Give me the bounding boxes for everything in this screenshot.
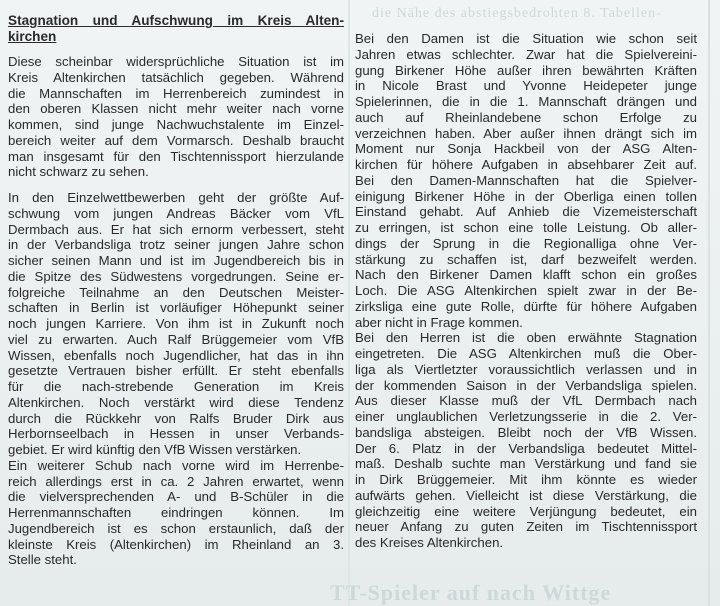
text-line: einigung Birkener Höhe in der Oberliga einen tollen [355,188,697,204]
text-line: in Nicole Brast und Yvonne Heidepeter junge [355,78,697,94]
text-line: kleinste Kreis (Altenkirchen) im Rheinland an 3. [8,536,344,552]
text-line: Einstand gehabt. Auf Anhieb die Vizemeisterschaft [355,204,697,220]
text-line: durch die Rückkehr von Ralfs Bruder Dirk aus [8,410,344,426]
text-line: gebiet. Er wird künftig den VfB Wissen verstärken. [8,442,302,457]
text-line: einer unglaublichen Verletzungsserie in die 2. Ver- [355,409,697,424]
column-gutter [348,0,350,606]
text-line: nicht schwarz zu sehen. [8,164,149,180]
left-column [8,13,344,568]
text-line: maß. Deshalb suchte man Verstärkung und fand sie [355,456,697,472]
text-line: sicher seinen Mann und ist im Jugendbereich bis in [8,253,344,268]
text-line: Herbornseelbach in Hessen in unser Verbands- [8,426,344,442]
text-line: liga als Viertletzter voraussichtlich verlassen und in [355,361,697,377]
text-line: Aus dieser Klasse muß der VfL Dermbach nach [355,393,697,409]
text-line: in Dirk Brüggemeier. Mit ihm könnte es wieder [355,472,697,487]
text-line: Der 6. Platz in der Verbandsliga bedeutet Mittel- [355,440,697,456]
text-line: Jahren etwas schlechter. Zwar hat die Spielvereini- [355,46,697,62]
text-line: Altenkirchen. Noch verstärkt wird diese Tendenz [8,394,344,410]
text-line: verzeichnen haben. Aber außer ihnen drängt sich im [355,125,697,141]
text-line: Moment nur Sonja Hackbeil von der ASG Alten- [355,141,697,157]
text-line: bandsliga absteigen. Bleibt noch der VfB Wissen. [355,424,697,440]
text-line: viel zu erwarten. Auch Ralf Brüggemeier vom VfB [8,331,344,347]
showthrough-text-top: die Nähe des abstiegsbedrohten 8. Tabellen- [372,6,662,21]
text-line: für die nach-strebende Generation im Kreis [8,379,344,394]
text-line: Ein weiterer Schub nach vorne wird im Herrenbe- [8,457,344,473]
text-line: neuer Anfang zu guten Zeiten im Tischtennissport [355,519,697,535]
paragraph [355,31,697,330]
text-line: Wissen, ebenfalls noch Jugendlicher, hat das in ihn [8,347,344,363]
text-line: Diese scheinbar widersprüchliche Situation ist im [8,54,344,69]
text-line: des Kreises Altenkirchen. [355,535,504,550]
text-line: reich allerdings erst in ca. 2 Jahren erwartet, wenn [8,473,344,489]
text-line: kirchen für höhere Aufgaben in absehbarer Zeit auf. [355,157,697,172]
text-line: in der Verbandsliga trotz seiner jungen Jahre schon [8,237,344,253]
text-line: Nach den Birkener Damen klafft schon ein großes [355,267,697,283]
text-line: schwung vom jungen Andreas Bäcker vom VfL [8,205,344,221]
paragraph [8,458,344,568]
text-line: Bei den Herren ist die oben erwähnte Stagnation [355,330,697,346]
text-line: dings der Sprung in die Regionalliga ohne Ver- [355,235,697,251]
text-line: der kommenden Saison in der Verbandsliga spielen. [355,377,697,393]
text-line: Herrenmannschaften eindringen können. Im [8,505,344,520]
text-line: schaften in Berlin ist vorläufiger Höhepunkt seiner [8,300,344,316]
headline-line: Stagnation und Aufschwung im Kreis Alten- [8,13,344,28]
text-line: eingetreten. Die ASG Altenkirchen muß die Ober- [355,346,697,361]
text-line: kommen, sind junge Nachwuchstalente im Einzel- [8,117,344,132]
text-line: den oberen Klassen nicht mehr weiter nach vorne [8,101,344,117]
text-line: Kreis Altenkirchen tatsächlich gegeben. Während [8,69,344,85]
headline-line: kirchen [8,29,57,44]
text-line: folgreiche Teilnahme an den Deutschen Meister- [8,284,344,300]
text-line: man insgesamt für den Tischtennissport hierzulande [8,148,344,164]
text-line: gesetzte Vertrauen bisher erfüllt. Er steht ebenfalls [8,363,344,379]
text-line: zirksliga eine gute Rolle, dürfte für höhere Aufgaben [355,298,697,314]
text-line: die vielversprechenden A- und B-Schüler in die [8,489,344,505]
text-line: Loch. Die ASG Altenkirchen spielt zwar in der Be- [355,283,697,298]
text-line: aufwärts gehen. Vielleicht ist diese Verstärkung, die [355,487,697,503]
text-line: auch auf Rheinlandebene schon Erfolge zu [355,109,697,125]
text-line: In den Einzelwettbewerben geht der größte Auf- [8,190,344,205]
right-column [355,31,697,551]
text-line: aber nicht in Frage kommen. [355,314,523,330]
text-line: Stelle steht. [8,552,77,568]
showthrough-text-bottom: TT-Spieler auf nach Wittge [330,580,612,605]
paragraph [8,54,344,180]
text-line: Dermbach aus. Er hat sich ernorm verbessert, steht [8,221,344,237]
text-line: bereich weiter auf dem Vormarsch. Deshalb braucht [8,132,344,148]
text-line: zu erringen, ist schon eine tolle Leistung. Ob aller- [355,220,697,235]
text-line: noch jungen Karriere. Von ihm ist in Zukunft noch [8,316,344,331]
paragraph [355,330,697,551]
text-line: die Mannschaften im Herrenbereich zumindest in [8,85,344,101]
text-line: Bei den Damen ist die Situation wie schon seit [355,31,697,46]
text-line: Jugendbereich ist es schon erstaunlich, daß der [8,520,344,536]
text-line: gung Birkener Höhe außer ihren bewährten Kräften [355,62,697,78]
text-line: Spielerinnen, die in die 1. Mannschaft drängen und [355,94,697,109]
article-headline [8,13,344,45]
text-line: Bei den Damen-Mannschaften hat die Spielver- [355,172,697,188]
text-line: stärkung zu schaffen ist, darf bezweifelt werden. [355,251,697,267]
page-edge [708,0,710,606]
text-line: gleichzeitig eine weitere Verjüngung bedeutet, ein [355,503,697,519]
paragraph [8,190,344,458]
text-line: die Spitze des Südwestens vorgedrungen. Seine er- [8,268,344,284]
